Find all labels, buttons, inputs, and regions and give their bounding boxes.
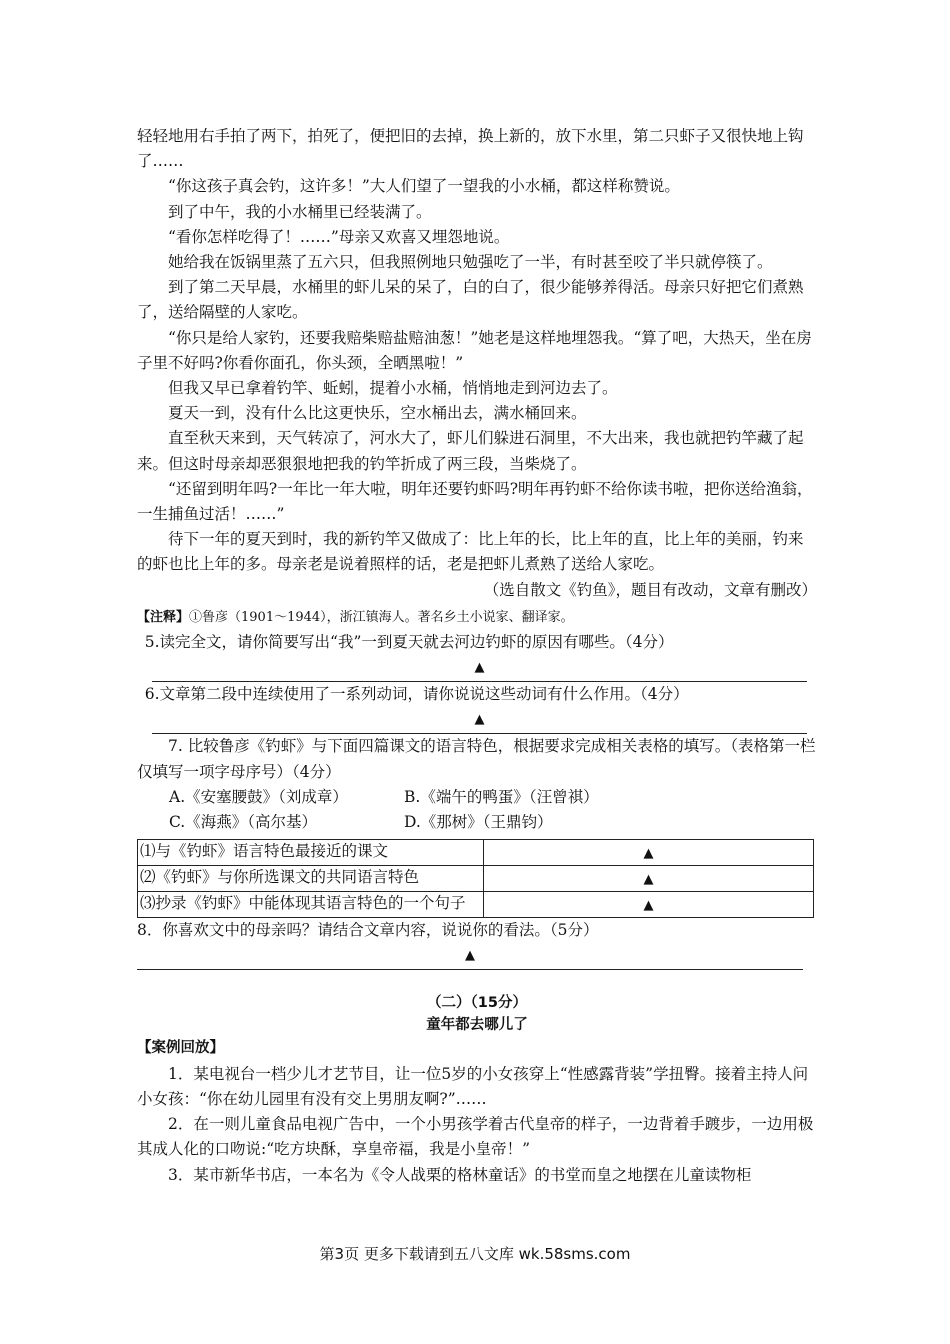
table-row [138, 892, 814, 918]
story-paragraph: “看你怎样吃得了！……”母亲又欢喜又埋怨地说。 [168, 227, 510, 246]
table-prompt-cell: ⑶抄录《钓虾》中能体现其语言特色的一个句子 [138, 892, 484, 918]
story-paragraph: “你只是给人家钓，还要我赔柴赔盐赔油葱！”她老是这样地埋怨我。“算了吧，大热天，坐在房子里不好吗?你看你面孔，你头颈，全晒黑啦！” [137, 328, 812, 372]
answer-triangle-icon: ▲ [474, 712, 485, 728]
section-title: 童年都去哪儿了 [426, 1017, 528, 1034]
question-5: 5.读完全文，请你简要写出“我”一到夏天就去河边钓虾的原因有哪些。（4分） [144, 633, 674, 652]
case-paragraph: 2．在一则儿童食品电视广告中，一个小男孩学着古代皇帝的样子，一边背着手踱步，一边用极其成人化的口吻说:“吃方块酥，享皇帝福，我是小皇帝！” [137, 1115, 814, 1159]
answer-triangle-icon: ▲ [643, 872, 654, 888]
story-paragraph: 她给我在饭锅里蒸了五六只，但我照例地只勉强吃了一半，有时甚至咬了半只就停筷了。 [168, 253, 773, 272]
table-row [138, 840, 814, 866]
story-paragraph: 到了第二天早晨，水桶里的虾儿呆的呆了，白的白了，很少能够养得活。母亲只好把它们煮熟了，送给隔壁的人家吃。 [137, 278, 804, 322]
option-a: A.《安塞腰鼓》（刘成章） [169, 787, 348, 806]
table-prompt-cell: ⑴与《钓虾》语言特色最接近的课文 [138, 840, 484, 866]
footnote-text: ①鲁彦（1901～1944），浙江镇海人。著名乡土小说家、翻译家。 [189, 609, 574, 625]
question-7-options [137, 785, 817, 835]
table-row [138, 866, 814, 892]
option-d: D.《那树》（王鼎钧） [404, 813, 553, 832]
table-answer-cell[interactable] [484, 840, 814, 866]
case-label: 【案例回放】 [137, 1040, 224, 1057]
story-paragraph: 到了中午，我的小水桶里已经装满了。 [168, 202, 432, 221]
answer-line-6[interactable] [152, 707, 807, 734]
question-7: 7. 比较鲁彦《钓虾》与下面四篇课文的语言特色，根据要求完成相关表格的填写。（表格第一栏仅填写一项字母序号）（4分） [137, 737, 816, 781]
section-heading: （二）（15分） [427, 995, 527, 1012]
table-answer-cell[interactable] [484, 892, 814, 918]
story-source: （选自散文《钓鱼》，题目有改动，文章有删改） [483, 580, 817, 599]
exam-page [137, 124, 817, 1188]
question-6: 6.文章第二段中连续使用了一系列动词，请你说说这些动词有什么作用。（4分） [144, 685, 689, 704]
table-answer-cell[interactable] [484, 866, 814, 892]
story-paragraph: “还留到明年吗?一年比一年大啦，明年还要钓虾吗?明年再钓虾不给你读书啦，把你送给渔翁，一生捕鱼过活！……” [137, 479, 813, 524]
question-7-table [137, 839, 814, 918]
page-footer: 第3页 更多下载请到五八文库 wk.58sms.com [319, 1245, 631, 1263]
footnote-label: 【注释】 [137, 609, 190, 625]
answer-line-8[interactable] [137, 943, 803, 970]
story-paragraph: 待下一年的夏天到时，我的新钓竿又做成了：比上年的长，比上年的直，比上年的美丽，钓来的虾也比上年的多。母亲老是说着照样的话，老是把虾儿煮熟了送给人家吃。 [137, 530, 804, 574]
footnote [137, 605, 817, 630]
option-b: B.《端午的鸭蛋》（汪曾祺） [404, 787, 599, 806]
story-paragraph: 夏天一到，没有什么比这更快乐，空水桶出去，满水桶回来。 [168, 404, 587, 423]
case-paragraph: 3．某市新华书店，一本名为《令人战栗的格林童话》的书堂而皇之地摆在儿童读物柜 [168, 1165, 752, 1184]
answer-line-5[interactable] [152, 655, 807, 682]
table-prompt-cell: ⑵《钓虾》与你所选课文的共同语言特色 [138, 866, 484, 892]
question-8: 8．你喜欢文中的母亲吗？请结合文章内容，说说你的看法。（5分） [137, 921, 599, 940]
answer-triangle-icon: ▲ [643, 846, 654, 862]
story-paragraph: 直至秋天来到，天气转凉了，河水大了，虾儿们躲进石洞里，不大出来，我也就把钓竿藏了起来。但这时母亲却恶狠狠地把我的钓竿折成了两三段，当柴烧了。 [137, 429, 804, 473]
answer-triangle-icon: ▲ [643, 898, 654, 914]
option-c: C.《海燕》（高尔基） [169, 813, 317, 832]
case-paragraph: 1．某电视台一档少儿才艺节目，让一位5岁的小女孩穿上“性感露背装”学扭臀。接着主持人问小女孩：“你在幼儿园里有没有交上男朋友啊?”…… [137, 1064, 809, 1108]
answer-triangle-icon: ▲ [474, 660, 485, 676]
answer-triangle-icon: ▲ [465, 948, 475, 964]
story-paragraph: 轻轻地用右手拍了两下，拍死了，便把旧的去掉，换上新的，放下水里，第二只虾子又很快地上钩了…… [137, 127, 804, 171]
story-paragraph: 但我又早已拿着钓竿、蚯蚓，提着小水桶，悄悄地走到河边去了。 [168, 379, 618, 398]
story-paragraph: “你这孩子真会钓，这许多！”大人们望了一望我的小水桶，都这样称赞说。 [168, 177, 680, 196]
